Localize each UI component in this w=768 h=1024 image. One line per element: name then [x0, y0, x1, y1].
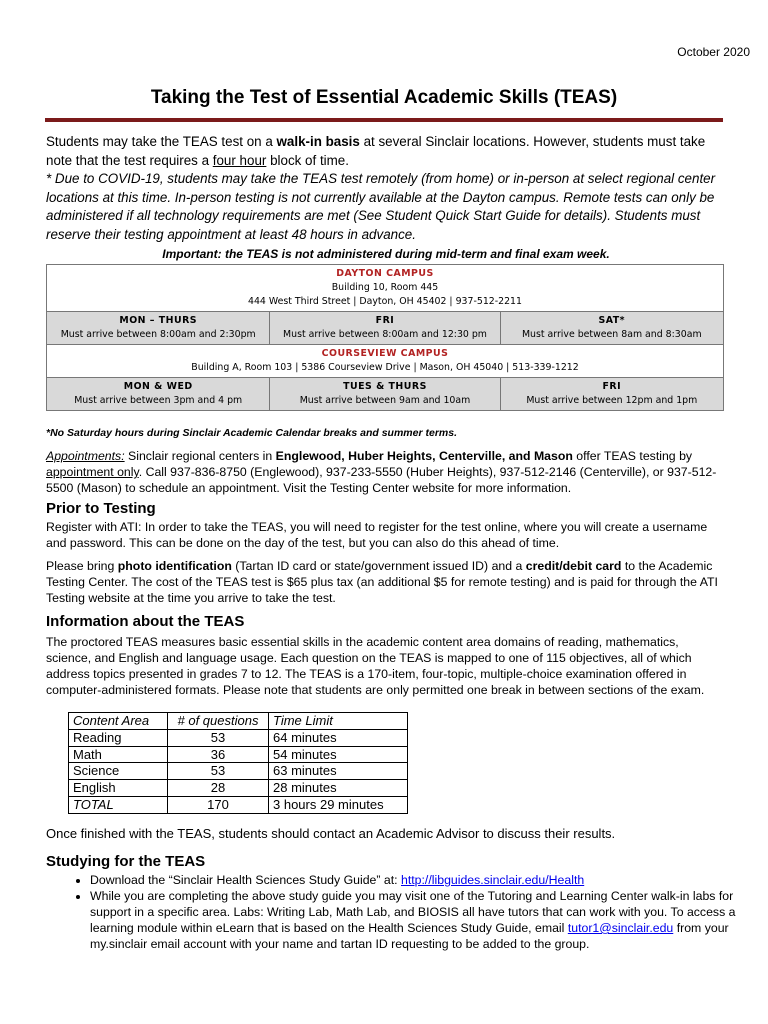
prior-text-1: Please bring [46, 559, 118, 573]
cell-questions: 36 [168, 746, 269, 763]
tutoring-text-2: from your my.sinclair email account with your name and tartan ID requesting to be added to the group. [90, 921, 729, 951]
prior-heading: Prior to Testing [46, 500, 156, 517]
day-label: FRI [602, 381, 622, 392]
saturday-note: *No Saturday hours during Sinclair Academic Calendar breaks and summer terms. [46, 427, 457, 439]
cell-area: Science [69, 763, 168, 780]
four-hour-emphasis: four hour [212, 152, 267, 168]
dayton-campus-address: 444 West Third Street | Dayton, OH 45402 | 937-512-2211 [248, 296, 522, 307]
tutoring-text-1: While you are completing the above study guide you may visit one of the Tutoring and Learning Center walk-in labs for support in a specific area. Labs: Writing Lab, Math Lab, and BIOSIS all have tutors that can work with you. To access a learning module within eLearn that is based on the Health Sciences Study Guide, email [90, 889, 736, 935]
cell-area: English [69, 780, 168, 797]
table-row [69, 746, 408, 763]
photo-id-emphasis: photo identification [117, 559, 232, 573]
prior-paragraph-2 [46, 558, 726, 606]
table-row [69, 780, 408, 797]
prior-text-3: to the Academic Testing Center. The cost of the TEAS test is $65 plus tax (an additional $5 for remote testing) and is paid for through the ATI Testing website at the time you arrive to take the test. [46, 559, 718, 605]
intro-section [46, 133, 726, 244]
intro-text-3: block of time. [266, 152, 349, 168]
title-divider [45, 118, 723, 122]
page-title: Taking the Test of Essential Academic Skills (TEAS) [150, 87, 618, 108]
cell-time: 3 hours 29 minutes [269, 796, 408, 813]
header-time-limit: Time Limit [269, 713, 408, 730]
cell-time: 63 minutes [269, 763, 408, 780]
courseview-campus-address: Building A, Room 103 | 5386 Courseview Drive | Mason, OH 45040 | 513-339-1212 [191, 362, 579, 373]
studying-heading: Studying for the TEAS [46, 853, 206, 870]
campus-schedule-table [46, 264, 724, 411]
cell-time: 54 minutes [269, 746, 408, 763]
dayton-campus-room: Building 10, Room 445 [331, 282, 439, 293]
table-row [69, 729, 408, 746]
header-questions: # of questions [168, 713, 269, 730]
cell-area: Math [69, 746, 168, 763]
cell-questions: 53 [168, 729, 269, 746]
dayton-day-cell [47, 312, 270, 345]
after-exam-paragraph: Once finished with the TEAS, students should contact an Academic Advisor to discuss their results. [46, 826, 616, 841]
day-label: MON – THURS [119, 315, 198, 326]
appointments-text-2: offer TEAS testing by [572, 449, 693, 463]
day-label: TUES & THURS [343, 381, 427, 392]
cell-area: Reading [69, 729, 168, 746]
intro-text-1: Students may take the TEAS test on a [46, 134, 277, 149]
cell-time: 28 minutes [269, 780, 408, 797]
walk-in-emphasis: walk-in basis [276, 134, 360, 149]
day-label: SAT* [598, 315, 626, 326]
dayton-day-cell [500, 312, 723, 345]
regional-centers: Englewood, Huber Heights, Centerville, and Mason [275, 449, 573, 463]
hours-label: Must arrive between 8am and 8:30am [521, 329, 702, 340]
cell-questions: 28 [168, 780, 269, 797]
hours-label: Must arrive between 9am and 10am [299, 395, 471, 406]
document-date: October 2020 [677, 45, 750, 59]
cell-area: TOTAL [69, 796, 168, 813]
hours-label: Must arrive between 8:00am and 2:30pm [60, 329, 256, 340]
appointments-label: Appointments: [46, 449, 125, 463]
day-label: FRI [375, 315, 395, 326]
cell-questions: 53 [168, 763, 269, 780]
covid-notice: * Due to COVID-19, students may take the TEAS test remotely (from home) or in-person at select regional center locations at this time. In-person testing is not currently available at the Dayton campus. Remote tests can only be administered if all technology requirements are met (See Student Quick Start Guide for details). Students must reserve their testing appointment at least 48 hours in advance. [46, 171, 716, 242]
dayton-day-cell [270, 312, 500, 345]
card-emphasis: credit/debit card [525, 559, 622, 573]
appointments-text-3: . Call 937-836-8750 (Englewood), 937-233-5550 (Huber Heights), 937-512-2146 (Centerville), or 937-512-5500 (Mason) to schedule an appointment. Visit the Testing Center website for more information. [46, 465, 717, 495]
info-heading: Information about the TEAS [46, 613, 245, 630]
dayton-campus-name: DAYTON CAMPUS [336, 268, 434, 279]
table-header-row [69, 713, 408, 730]
cell-time: 64 minutes [269, 729, 408, 746]
prior-paragraph-1: Register with ATI: In order to take the TEAS, you will need to register for the test online, where you will create a username and password. This can be done on the day of the test, but you can also do this ahead of time. [46, 520, 708, 550]
appointments-text-1: Sinclair regional centers in [124, 449, 276, 463]
teas-content-table [68, 712, 408, 814]
table-row [69, 763, 408, 780]
hours-label: Must arrive between 12pm and 1pm [526, 395, 698, 406]
courseview-campus-name: COURSEVIEW CAMPUS [321, 348, 449, 359]
dayton-campus-header [47, 265, 724, 312]
courseview-day-cell [500, 378, 723, 411]
list-item [90, 888, 768, 952]
hours-label: Must arrive between 8:00am and 12:30 pm [283, 329, 487, 340]
study-list [46, 872, 768, 952]
courseview-day-cell [47, 378, 270, 411]
prior-text-2: (Tartan ID card or state/government issued ID) and a [231, 559, 526, 573]
tutor-email-link[interactable]: tutor1@sinclair.edu [567, 921, 674, 935]
appointments-paragraph [46, 448, 726, 496]
intro-text-2: at several Sinclair locations. However, students must take note that the test requires a [46, 134, 706, 168]
header-content-area: Content Area [69, 713, 168, 730]
courseview-day-cell [270, 378, 500, 411]
table-total-row [69, 796, 408, 813]
hours-label: Must arrive between 3pm and 4 pm [74, 395, 243, 406]
study-guide-link[interactable]: http://libguides.sinclair.edu/Health [401, 873, 585, 887]
info-paragraph: The proctored TEAS measures basic essential skills in the academic content area domains of reading, mathematics, science, and English and language usage. Each question on the TEAS is mapped to one of 115 objectives, all of which address topics presented in grades 7 to 12. The TEAS is a 170-item, four-topic, multiple-choice examination offered in computer-administered formats. Please note that students are only permitted one break in between sections of the exam. [46, 635, 705, 697]
cell-questions: 170 [168, 796, 269, 813]
list-item [90, 872, 768, 888]
study-guide-text: Download the “Sinclair Health Sciences Study Guide” at: [90, 873, 401, 887]
important-notice: Important: the TEAS is not administered during mid-term and final exam week. [162, 247, 610, 261]
courseview-campus-header [47, 345, 724, 378]
appointment-only-emphasis: appointment only [46, 465, 139, 479]
intro-paragraph [46, 133, 726, 170]
day-label: MON & WED [123, 381, 193, 392]
